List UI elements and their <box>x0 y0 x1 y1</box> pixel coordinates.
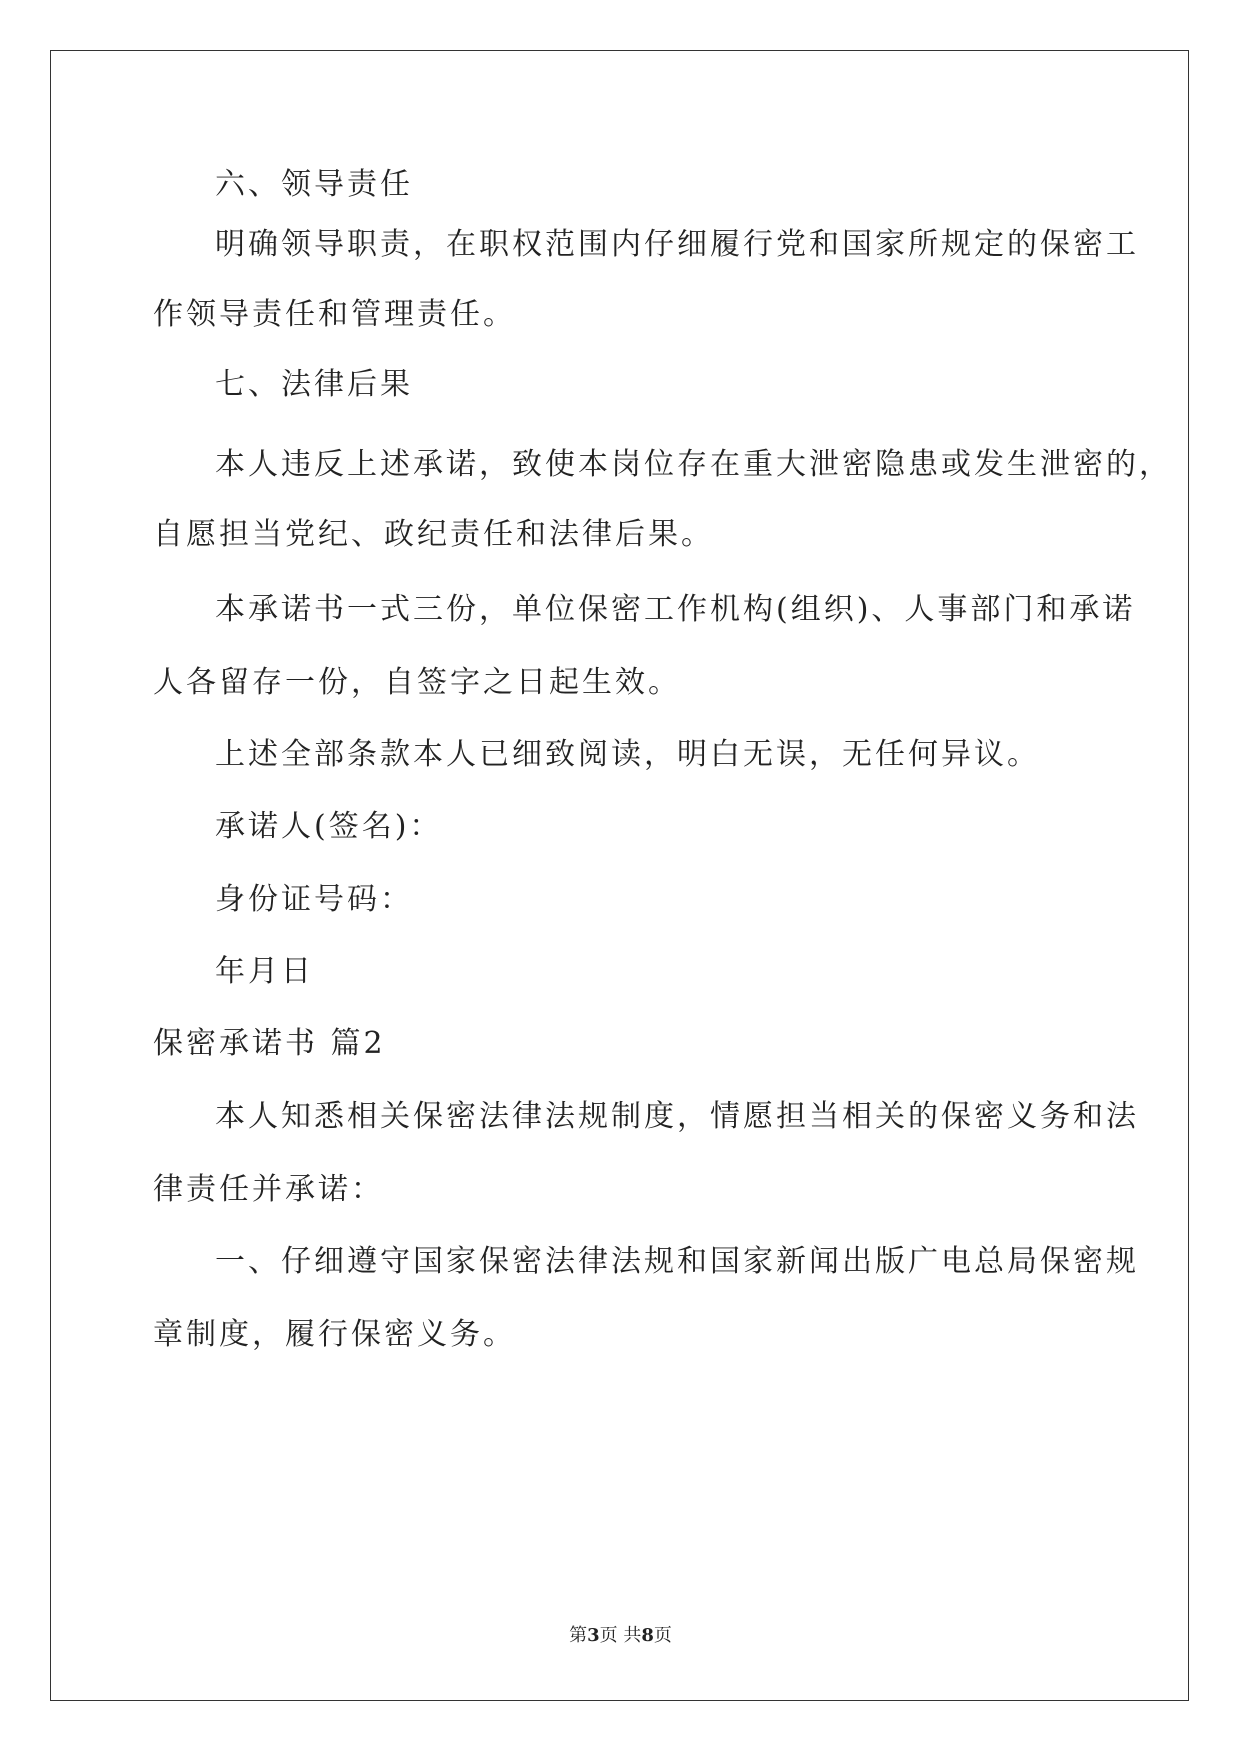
total-page-number: 8 <box>641 1625 654 1646</box>
paragraph-line: 本人知悉相关保密法律法规制度，情愿担当相关的保密义务和法 <box>215 1099 1139 1134</box>
paragraph-line: 上述全部条款本人已细致阅读，明白无误，无任何异议。 <box>215 737 1040 772</box>
chapter-title: 保密承诺书 篇2 <box>153 1026 386 1061</box>
paragraph-line: 律责任并承诺： <box>153 1172 384 1207</box>
section-heading: 七、法律后果 <box>215 367 413 402</box>
paragraph-line: 本人违反上述承诺，致使本岗位存在重大泄密隐患或发生泄密的， <box>215 447 1172 482</box>
paragraph-line: 一、仔细遵守国家保密法律法规和国家新闻出版广电总局保密规 <box>215 1244 1139 1279</box>
paragraph-line: 本承诺书一式三份，单位保密工作机构(组织)、人事部门和承诺 <box>215 592 1136 627</box>
current-page-number: 3 <box>587 1625 600 1646</box>
signature-label: 承诺人(签名)： <box>215 809 443 844</box>
page-footer <box>0 1624 1241 1648</box>
section-heading: 六、领导责任 <box>215 167 413 202</box>
footer-suffix: 页 <box>653 1625 672 1646</box>
footer-prefix: 第 <box>569 1625 588 1646</box>
paragraph-line: 自愿担当党纪、政纪责任和法律后果。 <box>153 517 714 552</box>
paragraph-line: 章制度，履行保密义务。 <box>153 1317 516 1352</box>
id-number-label: 身份证号码： <box>215 882 413 917</box>
date-label: 年月日 <box>215 954 314 989</box>
paragraph-line: 人各留存一份，自签字之日起生效。 <box>153 665 681 700</box>
paragraph-line: 作领导责任和管理责任。 <box>153 297 516 332</box>
paragraph-line: 明确领导职责，在职权范围内仔细履行党和国家所规定的保密工 <box>215 227 1139 262</box>
footer-middle: 页 共 <box>599 1625 642 1646</box>
